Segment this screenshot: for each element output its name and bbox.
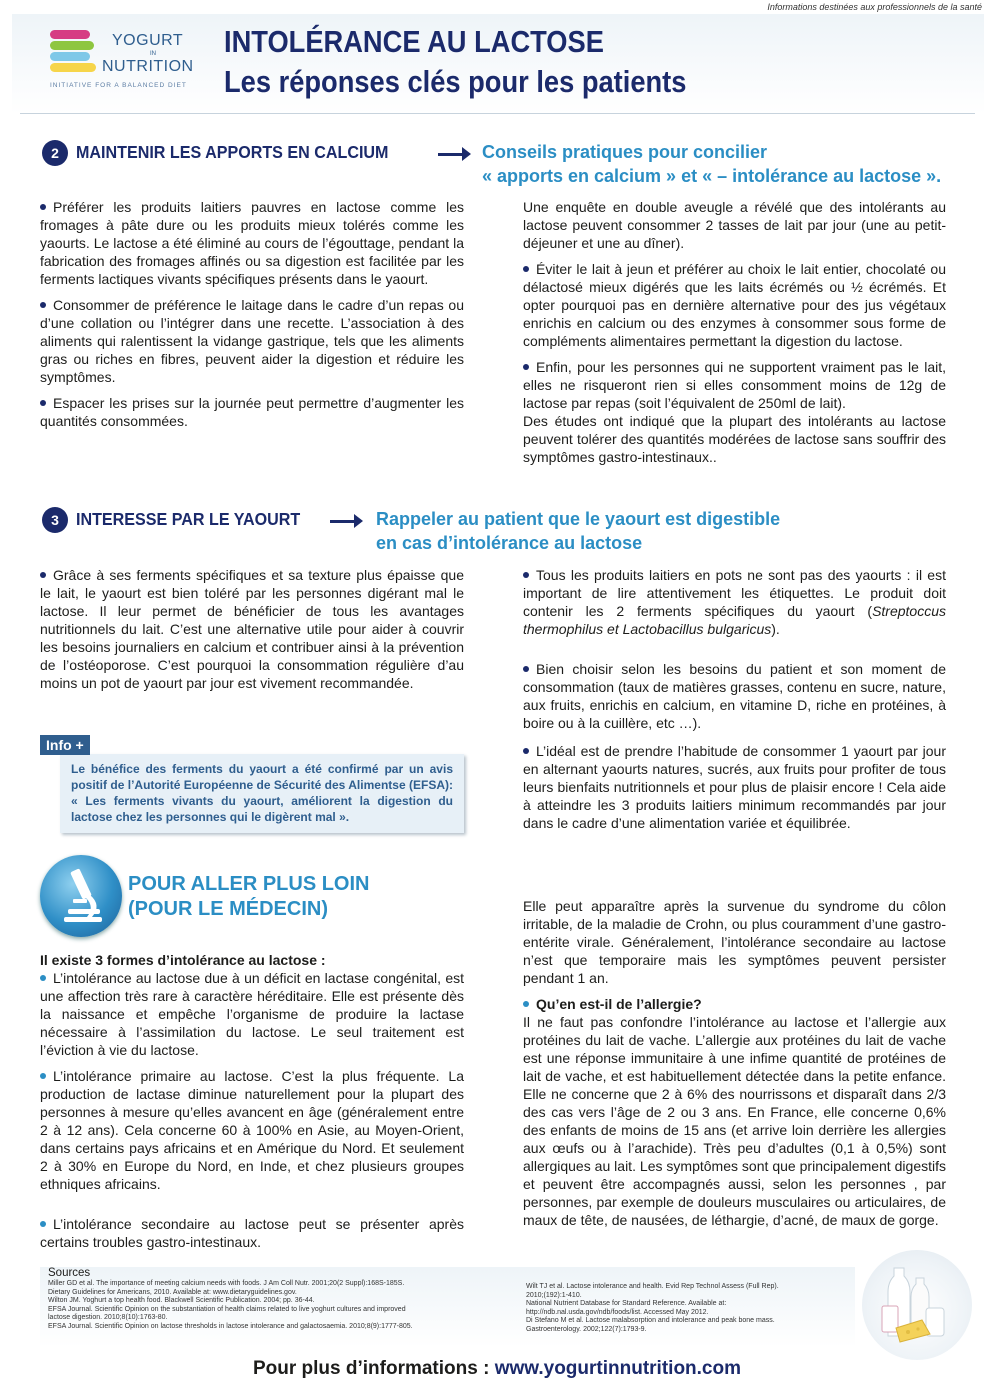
paragraph-text: L’intolérance au lactose due à un déficit en lactase congénital, est une affection très rare à caractère héréditaire. Elle est présente dès la naissance et empêche l’organisme de produire la lactase nécessaire à l’assimilation du lactose. Le seul traitement est l’éviction à vie du lactose. (40, 970, 464, 1058)
logo-stripe-green (50, 41, 94, 50)
sources-left-list (48, 1280, 468, 1332)
website-link[interactable]: www.yogurtinnutrition.com (494, 1358, 741, 1379)
source-entry: Wilt TJ et al. Lactose intolerance and health. Evid Rep Technol Assess (Full Rep). (526, 1283, 779, 1290)
sources-panel (40, 1267, 855, 1347)
bullet-paragraph (523, 260, 946, 350)
bullet-paragraph (40, 566, 464, 692)
section-subtitle-line2: « apports en calcium » et « – intolérance au lactose ». (482, 166, 942, 186)
paragraph-text: Elle peut apparaître après la survenue du syndrome du côlon irritable, de la maladie de Crohn, ou plus couramment d’une gastro-entérite virale. Généralement, l’intolérance secondaire au lactose n’est que temporaire mais les symptômes peuvent persister pendant 1 an. (523, 898, 946, 986)
source-entry: Miller GD et al. The importance of meeting calcium needs with foods. J Am Coll Nutr. 2001;20(2 Suppl):168S-185S. (48, 1280, 405, 1287)
paragraph-text: Éviter le lait à jeun et préférer au choix le lait entier, chocolaté ou délactosé mieux digérés que les laits écrémés ou ½ écrémés. Et opter pourquoi pas en dernière alternative pour des jus végétaux enrichis en calcium ou des enzymes à consommer sous forme de compléments alimentaires permettant la digestion du lactose. (523, 261, 946, 349)
logo-word-yogurt: YOGURT (112, 32, 184, 49)
bullet-paragraph (40, 1215, 464, 1251)
paragraph-text: L’intolérance primaire au lactose. C’est la plus fréquente. La production de lactase diminue naturellement pour la plupart des personnes à mesure qu’elles avancent en âge (généralement entre 2 à 12 ans). Cela concerne 60 à 100% en Asie, au Moyen-Orient, dans certains pays africains et en Amérique du Nord. Et seulement 2 à 30% en Europe du Nord, en Inde, et chez plusieurs groupes ethniques africains. (40, 1068, 464, 1192)
arrow-right-icon (330, 520, 360, 523)
bullet-paragraph (523, 742, 946, 832)
source-entry: Gastroenterology. 2002;122(7):1793-9. (526, 1325, 647, 1333)
source-entry: EFSA Journal. Scientific Opinion on lactose thresholds in lactose intolerance and galactosaemia. 2010;8(9):1777-805. (48, 1322, 413, 1330)
logo-tagline: INITIATIVE FOR A BALANCED DIET (50, 82, 187, 89)
medecin-left-column (40, 951, 464, 1259)
bullet-icon (40, 572, 46, 578)
allergy-title: Qu’en est-il de l’allergie? (536, 996, 702, 1012)
header-divider (20, 113, 975, 114)
section2-left-column (40, 198, 464, 438)
section-title: MAINTENIR LES APPORTS EN CALCIUM (76, 142, 389, 162)
page-title-line2: Les réponses clés pour les patients (224, 64, 687, 99)
source-entry: Wilton JM. Yoghurt a top health food. Blackwell Scientific Publication. 2004; pp. 36-44. (48, 1297, 315, 1305)
bullet-paragraph (40, 394, 464, 430)
paragraph-text: Grâce à ses ferments spécifiques et sa texture plus épaisse que le lait, le yaourt est bien toléré par les personnes digérant mal le lactose. Il leur permet de bénéficier de tous les avantages nutritionnels du lait. C’est une alternative utile pour aider à couvrir les besoins journaliers en calcium et contribuer ainsi à la prévention de l’ostéoporose. C’est pourquoi la consommation régulière d’au moins un pot de yaourt par jour est vivement recommandée. (40, 567, 464, 691)
bullet-icon (40, 1221, 46, 1227)
medecin-intro: Il existe 3 formes d’intolérance au lactose : (40, 952, 326, 968)
paragraph-text: Consommer de préférence le laitage dans le cadre d’un repas ou d’une collation ou l’intégrer dans une recette. L’association à des aliments qui ralentissent la vidange gastrique, tels que les aliments gras ou riches en fibres, peuvent aider la digestion et réduire les symptômes. (40, 297, 464, 385)
medecin-right-column (523, 897, 946, 1229)
paragraph-text: Enfin, pour les personnes qui ne supportent vraiment pas le lait, elles ne risqueront rien si elles consomment moins de 12g de lactose par repas (soit l’équivalent de 250ml de lait). (523, 359, 946, 411)
paragraph-text: Tous les produits laitiers en pots ne sont pas des yaourts : il est important de lire attentivement les étiquettes. Le produit doit contenir les 2 ferments spécifiques du yaourt ( (523, 567, 946, 619)
bullet-paragraph (523, 566, 946, 638)
source-entry: lactose digestion. 2010;8(10):1763-80. (48, 1314, 168, 1322)
logo-stripe-pink (50, 30, 90, 39)
bullet-icon (523, 364, 529, 370)
bullet-icon (523, 666, 529, 672)
paragraph-text: Une enquête en double aveugle a révélé que des intolérants au lactose peuvent consommer 2 tasses de lait par jour (une au petit-déjeuner et une au dîner). (523, 199, 946, 251)
paragraph-text: Bien choisir selon les besoins du patient et son moment de consommation (taux de matières grasses, contenu en sucre, nature, aux fruits, enrichis en calcium, en vitamine D, riche en protéines, à boire ou à la cuillère, etc …). (523, 661, 946, 731)
paragraph-text: Des études ont indiqué que la plupart des intolérants au lactose peuvent tolérer des quantités modérées de lactose sans souffrir des symptômes gastro-intestinaux.. (523, 413, 946, 465)
paragraph-text: L’intolérance secondaire au lactose peut se présenter après certains troubles gastro-intestinaux. (40, 1216, 464, 1250)
sources-right-list (526, 1283, 846, 1335)
source-entry: http://ndb.nal.usda.gov/ndb/foods/list. Accessed May 2012. (526, 1308, 709, 1316)
paragraph-text: ). (771, 621, 780, 637)
paragraph-text: Il ne faut pas confondre l’intolérance au lactose et l’allergie aux protéines du lait de vache. L’allergie aux protéines du lait de vache est une réponse immunitaire à une infime quantité de protéines de lait de vache, et est habituellement détectée dans la petite enfance. Elle ne concerne que 2 à 6% des nourrissons et disparaît dans 2/3 des cas vers l’âge de 2 ou 3 ans. En France, elle concerne 0,6% des enfants de moins de 15 ans (et arrive loin derrière les allergies aux œufs ou à l’arachide). Très peu d’adultes (0,1 à 0,5%) sont allergiques au lait. Les symptômes sont que principalement digestifs et peuvent être accompagnés aussi, selon les personnes , par personnes, par exemple de douleurs musculaires ou articulaires, de maux de tête, de nausées, de léthargie, d’acné, de maux de gorge. (523, 1014, 946, 1228)
info-box-text: Le bénéfice des ferments du yaourt a été confirmé par un avis positif de l’Autorité Européenne de Sécurité des Alimentse (EFSA): « Les ferments vivants du yaourt, améliorent la digestion du lactose chez les personnes qui le digèrent mal ». (60, 754, 464, 833)
logo-word-in: IN (150, 51, 156, 57)
dairy-illustration (862, 1250, 972, 1360)
medecin-section-title (128, 872, 369, 922)
section-subtitle (376, 507, 780, 555)
section-subtitle (482, 140, 941, 188)
bullet-paragraph (40, 1067, 464, 1193)
bullet-icon (40, 1073, 46, 1079)
section-number-badge: 2 (42, 140, 68, 166)
section-title: INTERESSE PAR LE YAOURT (76, 509, 301, 529)
section3-left-column (40, 566, 464, 700)
source-entry: National Nutrient Database for Standard Reference. Available at: (526, 1300, 727, 1308)
source-entry: 2010;(192):1-410. (526, 1291, 582, 1299)
logo-stripe-blue (50, 52, 90, 61)
bullet-paragraph (40, 198, 464, 288)
bullet-icon (523, 266, 529, 272)
allergy-heading (523, 995, 946, 1013)
section2-right-column (523, 198, 946, 474)
page-title-line1: INTOLÉRANCE AU LACTOSE (224, 24, 604, 59)
footer (0, 1358, 994, 1380)
info-box (40, 735, 465, 835)
sources-title: Sources (48, 1267, 91, 1279)
dairy-products-image (862, 1250, 972, 1360)
bullet-icon (40, 302, 46, 308)
bullet-icon (40, 204, 46, 210)
medecin-title-line2: (POUR LE MÉDECIN) (128, 898, 328, 920)
info-tag: Info + (40, 735, 90, 755)
bullet-paragraph (40, 969, 464, 1059)
logo-stripe-yellow (50, 63, 96, 72)
source-entry: EFSA Journal. Scientific Opinion on the substantiation of health claims related to live yoghurt cultures and improved (48, 1305, 406, 1313)
bullet-paragraph (40, 296, 464, 386)
page-title (224, 22, 686, 102)
microscope-glyph (40, 855, 122, 937)
medecin-title-line1: POUR ALLER PLUS LOIN (128, 873, 370, 895)
bullet-paragraph (523, 358, 946, 412)
bullet-paragraph (523, 660, 946, 732)
footer-label: Pour plus d’informations : (252, 1358, 495, 1379)
arrow-right-icon (438, 153, 468, 156)
section-subtitle-line1: Conseils pratiques pour concilier (482, 142, 768, 162)
paragraph-text: Préférer les produits laitiers pauvres en lactose comme les fromages à pâte dure ou les produits mieux tolérés comme les yaourts. Le lactose a été éliminé au cours de l’égouttage, pendant la fabrication des fromages affinés ou sa digestion est facilitée par les ferments lactiques vivants spécifiques présents dans le yaourt. (40, 199, 464, 287)
section-number-badge: 3 (42, 507, 68, 533)
logo-word-nutrition: NUTRITION (102, 58, 194, 75)
audience-note: Informations destinées aux professionnels de la santé (767, 2, 982, 12)
section-subtitle-line2: en cas d’intolérance au lactose (376, 533, 643, 553)
bullet-icon (523, 1001, 529, 1007)
section3-right-column (523, 566, 946, 840)
source-entry: Di Stefano M et al. Lactose malabsorption and intolerance and peak bone mass. (526, 1317, 775, 1325)
bullet-icon (40, 400, 46, 406)
section-subtitle-line1: Rappeler au patient que le yaourt est digestible (376, 509, 781, 529)
paragraph-text: L’idéal est de prendre l’habitude de consommer 1 yaourt par jour en alternant yaourts natures, sucrés, aux fruits pour profiter de tous leurs bienfaits nutritionnels et pour plus de plaisir encore ! Cela aide à atteindre les 3 produits laitiers minimum recommandés par jour dans le cadre d’une alimentation variée et équilibrée. (523, 743, 946, 831)
microscope-icon (40, 855, 122, 937)
source-entry: Dietary Guidelines for Americans, 2010. Available at: www.dietaryguidelines.gov. (48, 1288, 297, 1296)
yogurt-in-nutrition-logo (50, 24, 200, 96)
paragraph-text: Espacer les prises sur la journée peut permettre d’augmenter les quantités consommées. (40, 395, 464, 429)
bullet-icon (40, 975, 46, 981)
bullet-icon (523, 748, 529, 754)
species-names: Streptoccus thermophilus et Lactobacillus bulgaricus (523, 603, 946, 637)
bullet-icon (523, 572, 529, 578)
